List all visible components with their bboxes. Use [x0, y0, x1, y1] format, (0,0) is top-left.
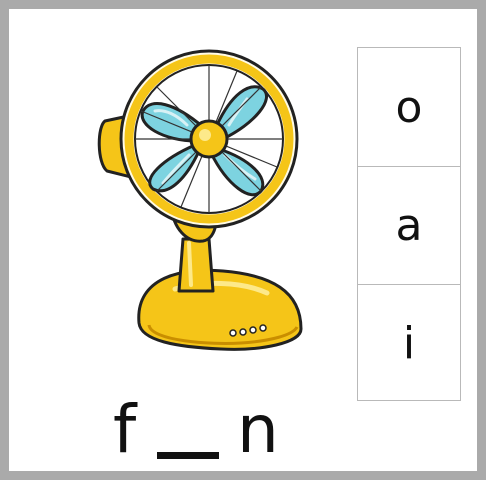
electric-fan-icon [91, 45, 319, 365]
word-with-missing-letter [99, 385, 319, 475]
option-letter-a[interactable]: a [358, 166, 460, 284]
option-letter-i[interactable]: i [358, 284, 460, 402]
option-letter-o[interactable]: o [395, 81, 423, 133]
first-letter: f [113, 391, 137, 468]
last-letter: n [237, 391, 279, 468]
letter-options [357, 47, 461, 401]
missing-letter-blank[interactable] [157, 452, 219, 459]
